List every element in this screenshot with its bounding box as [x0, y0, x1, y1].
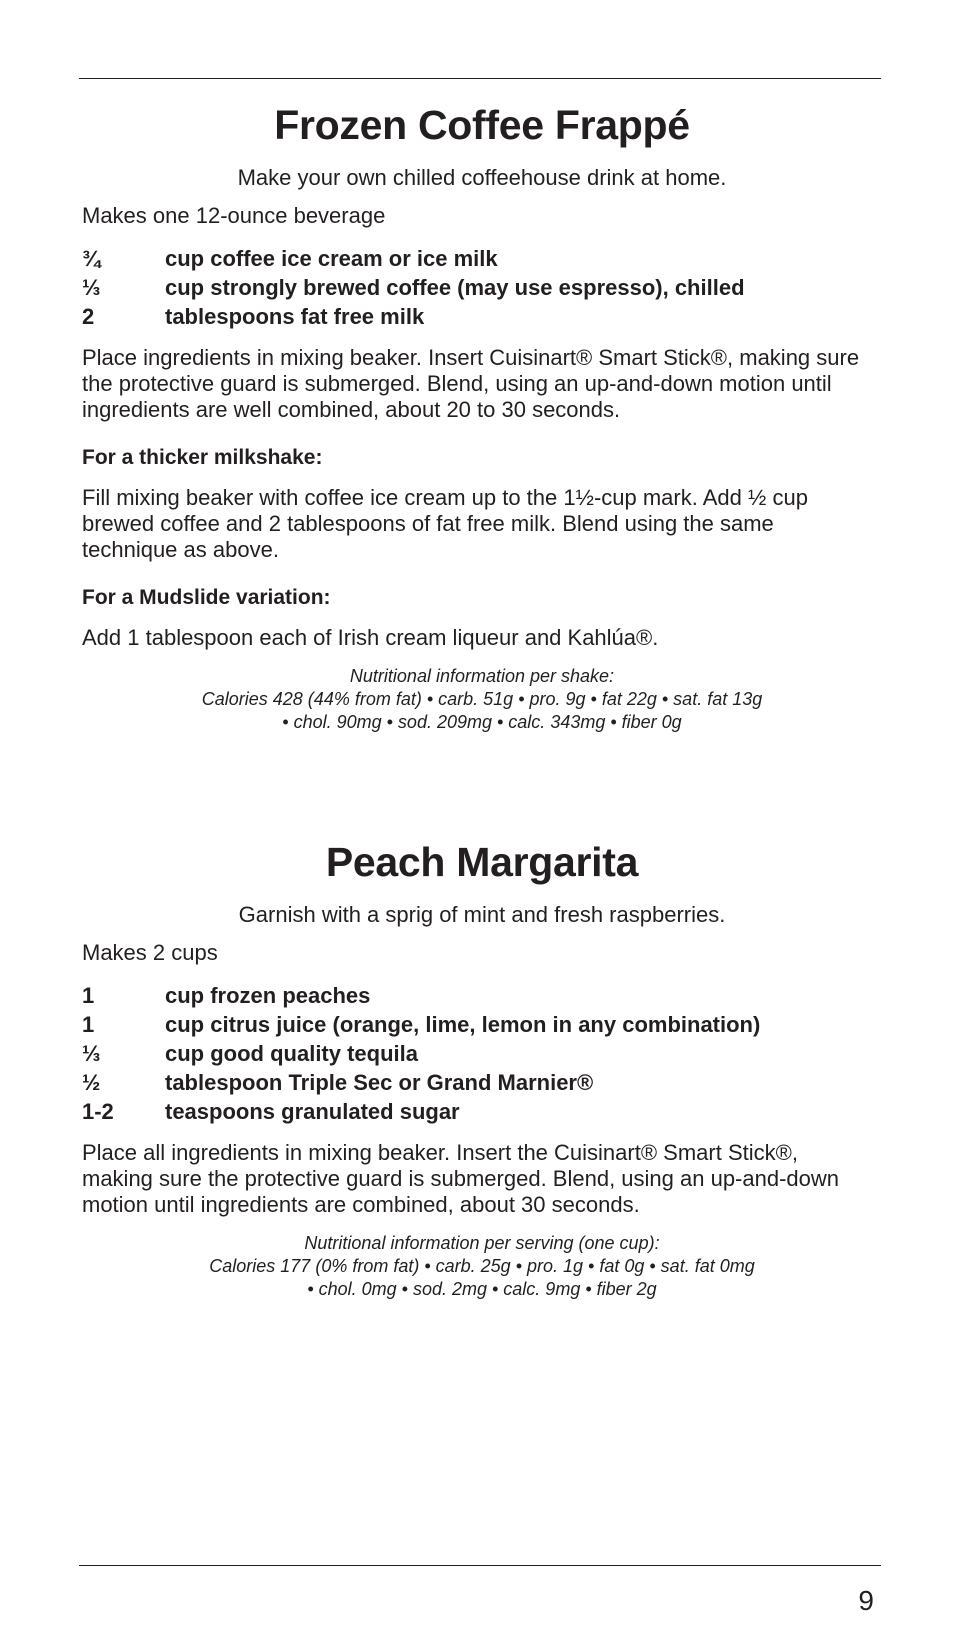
variation-text: Add 1 tablespoon each of Irish cream liqueur and Kahlúa®. — [82, 625, 659, 650]
nutrition-line: Calories 428 (44% from fat) • carb. 51g • pro. 9g • fat 22g • sat. fat 13g — [201, 689, 763, 709]
ingredient-quantity: ⅓ — [82, 1041, 101, 1066]
ingredient-name: cup good quality tequila — [165, 1041, 418, 1066]
ingredient-quantity: 1-2 — [82, 1099, 114, 1124]
variation-heading: For a thicker milkshake: — [82, 446, 323, 469]
ingredient-list — [82, 981, 882, 1126]
ingredient-item — [82, 273, 882, 302]
ingredient-quantity: ½ — [82, 1070, 101, 1095]
variation-text: Fill mixing beaker with coffee ice cream up to the 1½-cup mark. Add ½ cup brewed coffee and 2 tablespoons of fat free milk. Blend using the same technique as above. — [82, 485, 808, 562]
recipe-title: Peach Margarita — [325, 839, 639, 885]
recipe-subtitle: Make your own chilled coffeehouse drink at home. — [237, 165, 727, 190]
ingredient-quantity: 2 — [82, 304, 95, 329]
nutrition-heading: Nutritional information per serving (one cup): — [304, 1233, 660, 1253]
ingredient-name: cup citrus juice (orange, lime, lemon in any combination) — [165, 1012, 761, 1037]
top-rule — [79, 78, 881, 79]
ingredient-item — [82, 1068, 882, 1097]
variation-heading: For a Mudslide variation: — [82, 586, 331, 609]
bottom-rule — [79, 1565, 881, 1566]
recipe-peach-margarita — [82, 837, 882, 1301]
ingredient-name: cup strongly brewed coffee (may use espresso), chilled — [165, 275, 745, 300]
ingredient-name: tablespoons fat free milk — [165, 304, 425, 329]
nutrition-line: • chol. 90mg • sod. 209mg • calc. 343mg • fiber 0g — [282, 712, 682, 732]
ingredient-quantity: 1 — [82, 1012, 95, 1037]
ingredient-item — [82, 302, 882, 331]
recipe-frozen-coffee-frappe — [82, 100, 882, 734]
nutrition-info — [82, 1232, 882, 1301]
ingredient-name: teaspoons granulated sugar — [165, 1099, 460, 1124]
ingredient-quantity: ¾ — [82, 246, 101, 271]
recipe-yield: Makes one 12-ounce beverage — [82, 203, 386, 228]
ingredient-item — [82, 1097, 882, 1126]
ingredient-name: cup frozen peaches — [165, 983, 371, 1008]
recipe-instructions: Place all ingredients in mixing beaker. Insert the Cuisinart® Smart Stick®, making sure the protective guard is submerged. Blend, using an up-and-down motion until ingredients are combined, about 30 seconds. — [82, 1140, 840, 1217]
ingredient-item — [82, 1010, 882, 1039]
nutrition-line: • chol. 0mg • sod. 2mg • calc. 9mg • fiber 2g — [307, 1279, 657, 1299]
ingredient-quantity: ⅓ — [82, 275, 101, 300]
ingredient-name: cup coffee ice cream or ice milk — [165, 246, 498, 271]
nutrition-heading: Nutritional information per shake: — [349, 666, 615, 686]
recipe-yield: Makes 2 cups — [82, 940, 218, 965]
ingredient-item — [82, 1039, 882, 1068]
recipe-title: Frozen Coffee Frappé — [274, 102, 690, 148]
ingredient-item — [82, 981, 882, 1010]
ingredient-item — [82, 244, 882, 273]
ingredient-list — [82, 244, 882, 331]
nutrition-info — [82, 665, 882, 734]
recipe-subtitle: Garnish with a sprig of mint and fresh raspberries. — [238, 902, 726, 927]
nutrition-line: Calories 177 (0% from fat) • carb. 25g • pro. 1g • fat 0g • sat. fat 0mg — [209, 1256, 755, 1276]
recipe-instructions: Place ingredients in mixing beaker. Insert Cuisinart® Smart Stick®, making sure the protective guard is submerged. Blend, using an up-and-down motion until ingredients are well combined, about 20 to 30 seconds. — [82, 345, 860, 422]
ingredient-name: tablespoon Triple Sec or Grand Marnier® — [165, 1070, 594, 1095]
page-number: 9 — [858, 1585, 874, 1616]
ingredient-quantity: 1 — [82, 983, 95, 1008]
